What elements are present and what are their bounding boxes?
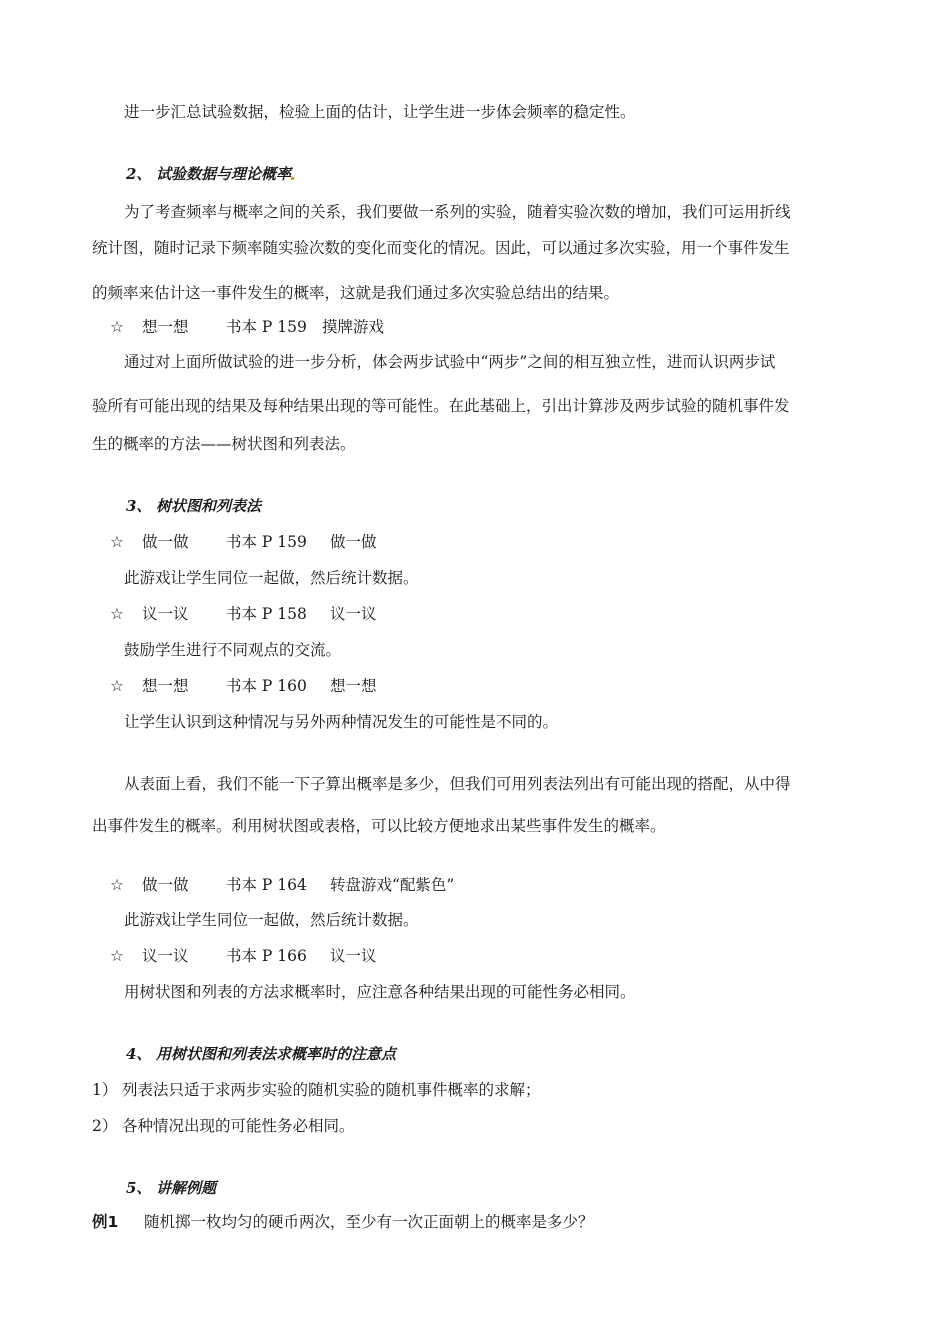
activity-name: 想一想: [330, 677, 377, 695]
activity-row: [0, 873, 950, 897]
activity-name: 做一做: [330, 533, 377, 551]
section-3-heading: [126, 494, 261, 518]
activity-note: 让学生认识到这种情况与另外两种情况发生的可能性是不同的。: [124, 713, 559, 731]
activity-name: 摸牌游戏: [322, 318, 385, 336]
section-title: 试验数据与理论概率: [156, 165, 292, 183]
star-icon: ☆: [110, 876, 124, 894]
section-number: 4、: [126, 1045, 152, 1063]
activity-note: 此游戏让学生同位一起做，然后统计数据。: [124, 911, 419, 929]
activity-type: 想一想: [142, 677, 189, 695]
list-item: [92, 1114, 355, 1138]
intro-paragraph: 进一步汇总试验数据，检验上面的估计，让学生进一步体会频率的稳定性。: [124, 103, 636, 121]
activity-name: 议一议: [330, 947, 377, 965]
activity-row: [0, 315, 950, 339]
star-icon: ☆: [110, 947, 124, 965]
activity-type: 做一做: [142, 533, 189, 551]
list-number: 1）: [92, 1081, 118, 1099]
example-row: [92, 1210, 594, 1234]
section-title: 树状图和列表法: [156, 497, 262, 515]
page-ref: 书本 P 158: [226, 605, 307, 623]
paragraph-line: 为了考查频率与概率之间的关系，我们要做一系列的实验，随着实验次数的增加，我们可运用折线: [124, 203, 791, 221]
star-icon: ☆: [110, 533, 124, 551]
paragraph-line: 从表面上看，我们不能一下子算出概率是多少，但我们可用列表法列出有可能出现的搭配，从中得: [124, 775, 791, 793]
edit-mark: [291, 177, 294, 180]
page-ref: 书本 P 159: [226, 533, 307, 551]
list-item: [92, 1078, 541, 1102]
section-title: 讲解例题: [156, 1179, 217, 1197]
page-ref: 书本 P 164: [226, 876, 307, 894]
section-number: 2、: [126, 165, 152, 183]
activity-name: 转盘游戏“配紫色”: [330, 876, 455, 894]
star-icon: ☆: [110, 677, 124, 695]
activity-type: 想一想: [142, 318, 189, 336]
page-ref: 书本 P 159: [226, 318, 307, 336]
activity-note: 鼓励学生进行不同观点的交流。: [124, 641, 342, 659]
section-4-heading: [126, 1042, 396, 1066]
section-2-heading: [126, 162, 294, 186]
paragraph-line: 的频率来估计这一事件发生的概率，这就是我们通过多次实验总结出的结果。: [92, 284, 620, 302]
activity-row: [0, 602, 950, 626]
section-title: 用树状图和列表法求概率时的注意点: [156, 1045, 397, 1063]
activity-note: 用树状图和列表的方法求概率时，应注意各种结果出现的可能性务必相同。: [124, 983, 636, 1001]
activity-type: 议一议: [142, 947, 189, 965]
section-number: 5、: [126, 1179, 152, 1197]
star-icon: ☆: [110, 605, 124, 623]
paragraph-line: 验所有可能出现的结果及每种结果出现的等可能性。在此基础上，引出计算涉及两步试验的随机事件发: [92, 397, 790, 415]
list-text: 列表法只适于求两步实验的随机实验的随机事件概率的求解；: [122, 1081, 541, 1099]
list-text: 各种情况出现的可能性务必相同。: [122, 1117, 355, 1135]
activity-note: 此游戏让学生同位一起做，然后统计数据。: [124, 569, 419, 587]
activity-type: 议一议: [142, 605, 189, 623]
paragraph-line: 出事件发生的概率。利用树状图或表格，可以比较方便地求出某些事件发生的概率。: [92, 817, 666, 835]
activity-name: 议一议: [330, 605, 377, 623]
example-text: 随机掷一枚均匀的硬币两次，至少有一次正面朝上的概率是多少？: [144, 1213, 594, 1231]
paragraph-line: 统计图，随时记录下频率随实验次数的变化而变化的情况。因此，可以通过多次实验，用一个事件发生: [92, 239, 790, 257]
activity-row: [0, 530, 950, 554]
list-number: 2）: [92, 1117, 118, 1135]
activity-type: 做一做: [142, 876, 189, 894]
page-ref: 书本 P 160: [226, 677, 307, 695]
paragraph-line: 生的概率的方法——树状图和列表法。: [92, 435, 356, 453]
section-5-heading: [126, 1176, 216, 1200]
example-label: 例1: [92, 1213, 119, 1231]
star-icon: ☆: [110, 318, 124, 336]
paragraph-line: 通过对上面所做试验的进一步分析，体会两步试验中“两步”之间的相互独立性，进而认识两步试: [124, 353, 776, 371]
activity-row: [0, 944, 950, 968]
activity-row: [0, 674, 950, 698]
page-ref: 书本 P 166: [226, 947, 307, 965]
section-number: 3、: [126, 497, 152, 515]
